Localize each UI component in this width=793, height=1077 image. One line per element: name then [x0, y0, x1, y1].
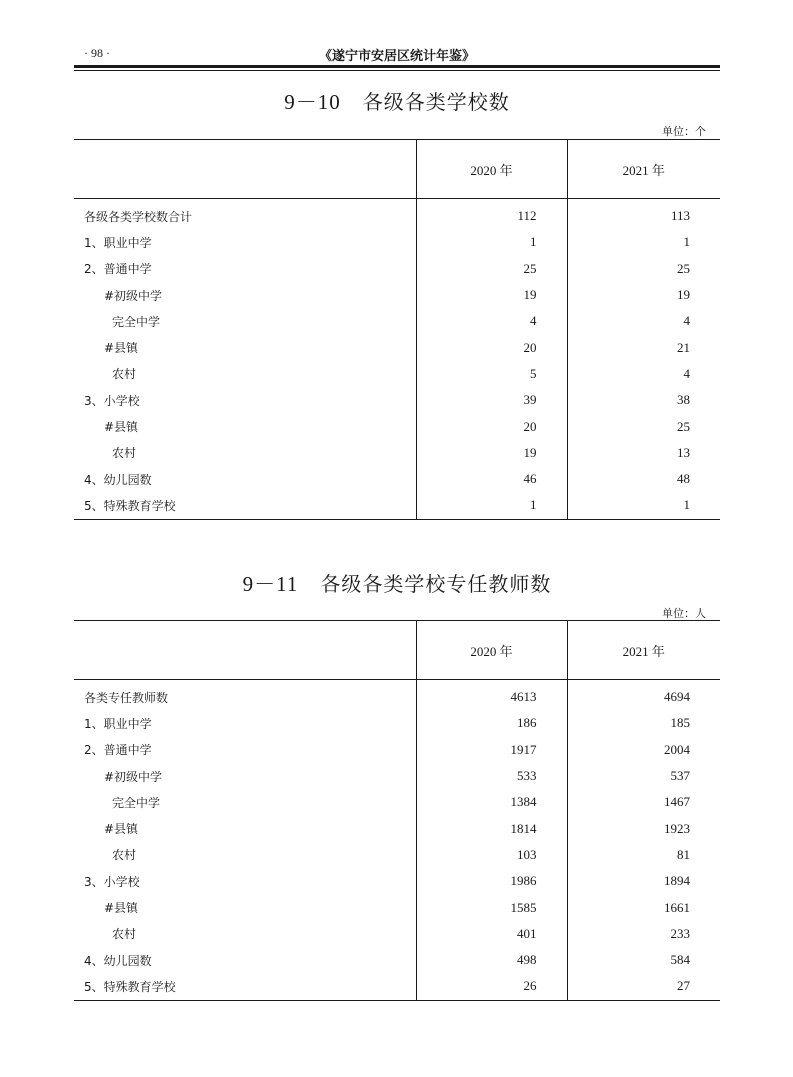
page-number: · 98 · [84, 46, 110, 60]
table-row [74, 815, 720, 841]
table-row [74, 973, 720, 1000]
table-row [74, 334, 720, 360]
value-2020: 5 [416, 361, 567, 387]
book-title: 《遂宁市安居区统计年鉴》 [318, 49, 475, 64]
value-2021: 21 [567, 334, 720, 360]
row-label: 完全中学 [112, 795, 161, 810]
value-2021: 81 [567, 842, 720, 868]
row-label: 完全中学 [112, 314, 161, 329]
value-2021: 4694 [567, 680, 720, 711]
header-cell-2021: 2021 年 [567, 140, 720, 199]
value-2020: 1384 [416, 789, 567, 815]
row-label: 5、特殊教育学校 [74, 492, 416, 519]
table-row [74, 413, 720, 439]
value-2020: 46 [416, 466, 567, 492]
table-title [74, 86, 720, 116]
table-body [74, 199, 720, 520]
row-label: #县镇 [104, 341, 139, 356]
table-row [74, 282, 720, 308]
table-row [74, 440, 720, 466]
table-row [74, 387, 720, 413]
row-label: 1、职业中学 [84, 716, 152, 731]
table-row [74, 947, 720, 973]
unit-label: 单位：个 [662, 125, 706, 138]
row-label: 2、普通中学 [84, 262, 152, 277]
value-2021: 27 [567, 973, 720, 1000]
value-2021: 4 [567, 361, 720, 387]
value-2021: 537 [567, 763, 720, 789]
value-2020: 1986 [416, 868, 567, 894]
table-title [74, 568, 720, 598]
header-cell-2020: 2020 年 [416, 140, 567, 199]
row-label: #县镇 [104, 822, 139, 837]
value-2020: 1814 [416, 815, 567, 841]
table-row [74, 492, 720, 519]
header-rule-thick [74, 65, 720, 68]
table-row [74, 199, 720, 230]
table-title-text: 各级各类学校数 [362, 90, 510, 114]
value-2021: 233 [567, 921, 720, 947]
header-cell-2021: 2021 年 [567, 621, 720, 680]
table-body [74, 680, 720, 1001]
value-2020: 498 [416, 947, 567, 973]
row-label: #初级中学 [104, 288, 163, 303]
value-2020: 1917 [416, 737, 567, 763]
value-2021: 1894 [567, 868, 720, 894]
header-cell-2020: 2020 年 [416, 621, 567, 680]
table-row [74, 308, 720, 334]
row-label: 各级各类学校数合计 [84, 209, 193, 224]
value-2020: 401 [416, 921, 567, 947]
row-label: 1、职业中学 [84, 235, 152, 250]
value-2021: 1 [567, 492, 720, 519]
table-row [74, 894, 720, 920]
value-2021: 113 [567, 199, 720, 230]
value-2021: 25 [567, 256, 720, 282]
value-2020: 26 [416, 973, 567, 1000]
value-2021: 1923 [567, 815, 720, 841]
value-2020: 533 [416, 763, 567, 789]
row-label: 3、小学校 [84, 393, 140, 408]
table-row [74, 710, 720, 736]
table-title-text: 各级各类学校专任教师数 [320, 572, 552, 596]
value-2021: 25 [567, 413, 720, 439]
value-2020: 4 [416, 308, 567, 334]
value-2021: 2004 [567, 737, 720, 763]
table-row [74, 789, 720, 815]
row-label: 农村 [112, 927, 137, 942]
table-row [74, 842, 720, 868]
school-count-table [74, 139, 720, 520]
value-2021: 38 [567, 387, 720, 413]
value-2021: 48 [567, 466, 720, 492]
table-row [74, 763, 720, 789]
value-2021: 584 [567, 947, 720, 973]
table-row [74, 921, 720, 947]
value-2021: 19 [567, 282, 720, 308]
table-number: 9－10 [284, 90, 341, 114]
teacher-count-table [74, 620, 720, 1001]
value-2020: 25 [416, 256, 567, 282]
row-label: #县镇 [104, 901, 139, 916]
value-2021: 13 [567, 440, 720, 466]
value-2020: 103 [416, 842, 567, 868]
table-row [74, 680, 720, 711]
row-label: 各类专任教师数 [84, 690, 169, 705]
value-2020: 20 [416, 413, 567, 439]
unit-label: 单位：人 [662, 607, 706, 620]
row-label: 农村 [112, 367, 137, 382]
row-label: 5、特殊教育学校 [74, 973, 416, 1000]
table-row [74, 229, 720, 255]
table-header-row [74, 140, 720, 199]
row-label: 4、幼儿园数 [84, 472, 152, 487]
row-label: 3、小学校 [84, 874, 140, 889]
value-2021: 4 [567, 308, 720, 334]
value-2021: 1 [567, 229, 720, 255]
table-row [74, 737, 720, 763]
row-label: 农村 [112, 848, 137, 863]
row-label: 农村 [112, 446, 137, 461]
value-2020: 186 [416, 710, 567, 736]
value-2021: 1661 [567, 894, 720, 920]
value-2020: 112 [416, 199, 567, 230]
value-2020: 19 [416, 440, 567, 466]
table-row [74, 466, 720, 492]
table-number: 9－11 [242, 572, 299, 596]
value-2020: 4613 [416, 680, 567, 711]
row-label: 2、普通中学 [84, 743, 152, 758]
value-2021: 185 [567, 710, 720, 736]
header-cell-item [74, 140, 416, 199]
row-label: 4、幼儿园数 [84, 953, 152, 968]
row-label: #县镇 [104, 420, 139, 435]
header-rule-thin [74, 70, 720, 71]
table-row [74, 361, 720, 387]
value-2020: 1 [416, 492, 567, 519]
value-2020: 1 [416, 229, 567, 255]
value-2020: 20 [416, 334, 567, 360]
table-row [74, 256, 720, 282]
page-header [74, 44, 720, 64]
value-2020: 19 [416, 282, 567, 308]
value-2020: 39 [416, 387, 567, 413]
row-label: #初级中学 [104, 769, 163, 784]
value-2021: 1467 [567, 789, 720, 815]
value-2020: 1585 [416, 894, 567, 920]
table-row [74, 868, 720, 894]
table-header-row [74, 621, 720, 680]
header-cell-item [74, 621, 416, 680]
